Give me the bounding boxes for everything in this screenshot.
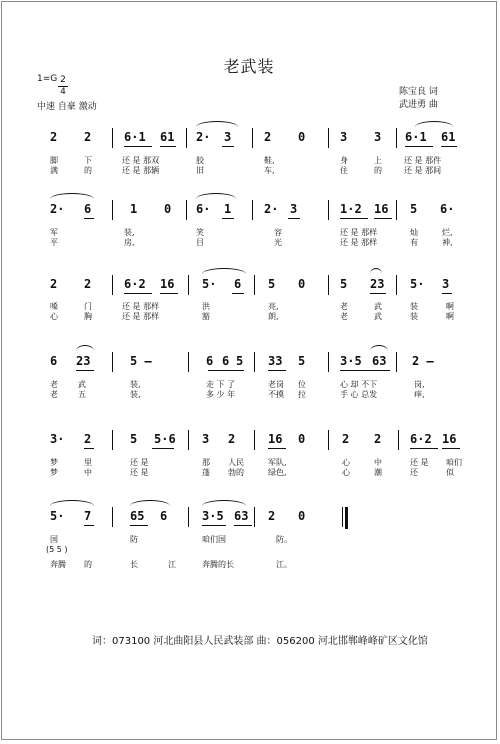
lyric-syllable: 中 [374,458,382,467]
note: 3 [340,130,348,144]
time-signature [58,75,68,98]
slur-mark [370,345,388,351]
lyric-syllable: 心 却 不下 [340,380,378,389]
barline [112,128,113,148]
barline [328,275,329,295]
note: 5·6 [154,432,176,446]
lyric-syllable: 装 [410,302,418,311]
lyric-syllable: 那 [202,458,210,467]
lyric-syllable: 心 [50,312,58,321]
lyric-syllable: 身 [340,156,348,165]
lyric-syllable: 不摸 [268,390,284,399]
lyric-syllable: 老 [50,390,58,399]
beam-underline [124,146,152,147]
barline [254,507,255,527]
lyric-syllable: 满 [50,166,58,175]
lyric-syllable: 老岗 [268,380,284,389]
note: 16 [442,432,457,446]
note: 2 [342,432,350,446]
note: 5 [298,354,306,368]
beam-underline [84,218,94,219]
barline [112,430,113,450]
lyric-syllable: 拉 [298,390,306,399]
barline [396,352,397,372]
lyric-syllable: 梦 [50,468,58,477]
note: 6·1 [124,130,146,144]
lyric-syllable: 蓬 [202,468,210,477]
barline [186,200,187,220]
lyric-syllable: 人民 [228,458,244,467]
note: 7 [84,509,92,523]
note: 61 [441,130,456,144]
lyric-syllable: 还 是 那辆 [122,166,160,175]
note: 6 [160,509,168,523]
lyric-syllable: 灿 [410,228,418,237]
note: 6 [206,354,214,368]
barline [252,128,253,148]
beam-underline [222,146,234,147]
lyric-syllable: 啊 [446,312,454,321]
lyric-syllable: 岗, [414,380,425,389]
lyric-syllable: 还 是 [130,468,149,477]
lyric-syllable: 朗, [268,312,279,321]
note: 65 [130,509,145,523]
lyric-syllable: 胸 [84,312,92,321]
song-title: 老武装 [223,57,275,76]
lyric-syllable: 心 [342,458,350,467]
slur-mark [370,268,382,274]
barline [188,430,189,450]
beam-underline [268,448,286,449]
lyric-syllable: 旧 [196,166,204,175]
lyric-syllable: 梦 [50,458,58,467]
lyric-syllable: 痒, [414,390,425,399]
lyric-syllable: 走 下 了 [206,380,236,389]
lyrics-system-3 [42,301,462,325]
lyric-syllable: 还 是 那样 [122,312,160,321]
tempo-marking: 中速 自豪 激动 [37,102,97,112]
lyric-syllable: 老 [50,380,58,389]
lyric-syllable: 潮 [374,468,382,477]
barline [396,200,397,220]
note: 2 [84,432,92,446]
lyric-syllable: 洪 [202,302,210,311]
note: 3 [202,432,210,446]
bracketed-notes: (5 5 ) [46,545,68,554]
lyric-syllable: 老 [340,312,348,321]
lyric-syllable: 还 是 那双 [122,156,160,165]
lyric-syllable: 军 [50,228,58,237]
note: 2 [84,130,92,144]
barline [186,128,187,148]
note: 16 [268,432,283,446]
note: 0 [298,432,306,446]
lyric-syllable: 的 [84,166,92,175]
slur-mark [196,121,238,127]
beam-underline [208,370,244,371]
note: 3·5 [202,509,224,523]
barline [188,352,189,372]
note: 2 [84,277,92,291]
lyric-syllable: 的 [374,166,382,175]
lyric-syllable: 还 是 那件 [404,156,442,165]
note: 5 [236,354,244,368]
lyric-syllable: 武 [374,312,382,321]
lyric-syllable: 的 [84,560,92,569]
lyric-syllable: 五 [78,390,86,399]
note: 5 [268,277,276,291]
note: 6 [222,354,230,368]
barline [112,275,113,295]
note: 0 [298,130,306,144]
note: 3 [290,202,298,216]
lyric-syllable: 还 [410,468,418,477]
note: 2 — [412,354,434,368]
lyric-syllable: 国 [50,535,58,544]
barline [112,200,113,220]
note: 33 [268,354,283,368]
lyric-syllable: 还 是 那样 [122,302,160,311]
barline [188,275,189,295]
lyric-syllable: 上 [374,156,382,165]
barline [328,352,329,372]
lyric-syllable: 防 [130,535,138,544]
note: 6·2 [124,277,146,291]
note: 2 [228,432,236,446]
note: 5 — [130,354,152,368]
lyric-syllable: 亮, [268,302,279,311]
beam-underline [124,293,152,294]
barline [328,128,329,148]
note: 3 [374,130,382,144]
note: 1 [130,202,138,216]
note: 2 [50,130,58,144]
beam-underline [84,525,94,526]
lyric-syllable: 心 [342,468,350,477]
note: 5· [202,277,217,291]
lyrics-system-6 [42,534,462,570]
beam-underline [130,525,148,526]
barline [254,430,255,450]
lyric-syllable: 住 [340,166,348,175]
note: 2 [264,130,272,144]
lyric-syllable: 咱们国 [202,535,226,544]
lyrics-system-5 [42,457,462,481]
score-page [1,1,497,740]
lyric-syllable: 军队, [268,458,287,467]
composer-credit: 武进勇 曲 [399,100,438,110]
note: 2 [268,509,276,523]
lyric-syllable: 武 [374,302,382,311]
note: 0 [164,202,172,216]
note: 5 [130,432,138,446]
lyric-syllable: 还 是 那样 [340,228,378,237]
beam-underline [222,218,234,219]
lyrics-system-1 [42,155,462,179]
beam-underline [160,146,176,147]
note: 16 [374,202,389,216]
note: 3 [442,277,450,291]
beam-underline [405,146,433,147]
note: 5· [410,277,425,291]
beam-underline [152,448,174,449]
lyrics-system-2 [42,227,462,251]
lyric-syllable: 中 [84,468,92,477]
barline [112,507,113,527]
beam-underline [340,370,390,371]
note: 2 [50,277,58,291]
slur-mark [202,500,246,506]
lyric-syllable: 咱们 [446,458,462,467]
lyric-syllable: 鞋, [264,156,275,165]
lyric-syllable: 装, [130,390,141,399]
lyric-syllable: 多 少 年 [206,390,236,399]
beam-underline [442,293,452,294]
lyric-syllable: 装, [124,228,135,237]
slur-mark [196,193,236,199]
lyricist-credit: 陈宝良 词 [399,87,438,97]
lyric-syllable: 脚 [50,156,58,165]
lyrics-system-4 [42,379,462,403]
lyric-syllable: 江 [168,560,176,569]
note: 3·5 [340,354,362,368]
final-barline [345,507,348,529]
barline [328,430,329,450]
lyric-syllable: 还 是 [130,458,149,467]
lyric-syllable: 车, [264,166,275,175]
lyric-syllable: 绿色, [268,468,287,477]
beam-underline [374,218,392,219]
note: 16 [160,277,175,291]
beam-underline [232,293,244,294]
beam-underline [268,370,286,371]
note: 2· [264,202,279,216]
note: 2· [50,202,65,216]
note: 5 [340,277,348,291]
lyric-syllable: 平 [50,238,58,247]
lyric-syllable: 光 [274,238,282,247]
lyric-syllable: 下 [84,156,92,165]
lyric-syllable: 勃的 [228,468,244,477]
slur-mark [50,193,94,199]
key-signature: 1=G [37,74,58,84]
lyric-syllable: 装, [130,380,141,389]
barline [398,430,399,450]
beam-underline [340,218,368,219]
slur-mark [76,345,94,351]
beam-underline [76,370,94,371]
beam-underline [288,218,300,219]
lyric-syllable: 还 是 那样 [340,238,378,247]
beam-underline [160,293,178,294]
lyric-syllable: 烂, [442,228,453,237]
lyric-syllable: 位 [298,380,306,389]
note: 1·2 [340,202,362,216]
lyric-syllable: 目 [196,238,204,247]
beam-underline [410,448,438,449]
lyric-syllable: 啊 [446,302,454,311]
lyric-syllable: 老 [340,302,348,311]
barline [254,352,255,372]
slur-mark [130,500,170,506]
lyric-syllable: 房, [124,238,135,247]
lyric-syllable: 容 [274,228,282,237]
lyric-syllable: 装 [410,312,418,321]
note: 6 [234,277,242,291]
note: 2· [196,130,211,144]
lyric-syllable: 笑 [196,228,204,237]
barline [188,507,189,527]
lyric-syllable: 奔腾的长 [202,560,234,569]
barline [252,200,253,220]
lyric-syllable: 有 [410,238,418,247]
beam-underline [202,525,226,526]
note: 63 [372,354,387,368]
footer-addresses: 词：073100 河北曲阳县人民武装部 曲：056200 河北邯郸峰峰矿区文化馆 [92,636,428,647]
lyric-syllable: 门 [84,302,92,311]
lyric-syllable: 胶 [196,156,204,165]
lyric-syllable: 江。 [276,560,292,569]
barline [342,507,343,527]
lyric-syllable: 还 是 [410,458,429,467]
lyric-syllable: 似 [446,468,454,477]
lyric-syllable: 神, [442,238,453,247]
note: 3 [224,130,232,144]
meter-denominator: 4 [60,87,66,97]
lyric-syllable: 豁 [202,312,210,321]
note: 61 [160,130,175,144]
beam-underline [234,525,252,526]
meter-numerator: 2 [60,75,66,85]
barline [254,275,255,295]
note: 63 [234,509,249,523]
barline [112,352,113,372]
barline [396,275,397,295]
slur-mark [50,500,94,506]
beam-underline [441,146,457,147]
lyric-syllable: 还 是 那间 [404,166,442,175]
barline [396,128,397,148]
slur-mark [202,268,246,274]
beam-underline [442,448,460,449]
note: 6 [50,354,58,368]
lyric-syllable: 嗓 [50,302,58,311]
note: 23 [370,277,385,291]
note: 6 [84,202,92,216]
note: 0 [298,277,306,291]
note: 3· [50,432,65,446]
beam-underline [84,448,94,449]
note: 23 [76,354,91,368]
note: 5 [410,202,418,216]
note: 6· [440,202,455,216]
note: 2 [374,432,382,446]
lyric-syllable: 手 心 总发 [340,390,378,399]
note: 6·1 [405,130,427,144]
lyric-syllable: 奔腾 [50,560,66,569]
lyric-syllable: 里 [84,458,92,467]
barline [328,200,329,220]
note: 6· [196,202,211,216]
note: 0 [298,509,306,523]
note: 1 [224,202,232,216]
slur-mark [415,121,453,127]
lyric-syllable: 武 [78,380,86,389]
note: 5· [50,509,65,523]
beam-underline [370,293,386,294]
note: 6·2 [410,432,432,446]
lyric-syllable: 防。 [276,535,292,544]
lyric-syllable: 长 [130,560,138,569]
